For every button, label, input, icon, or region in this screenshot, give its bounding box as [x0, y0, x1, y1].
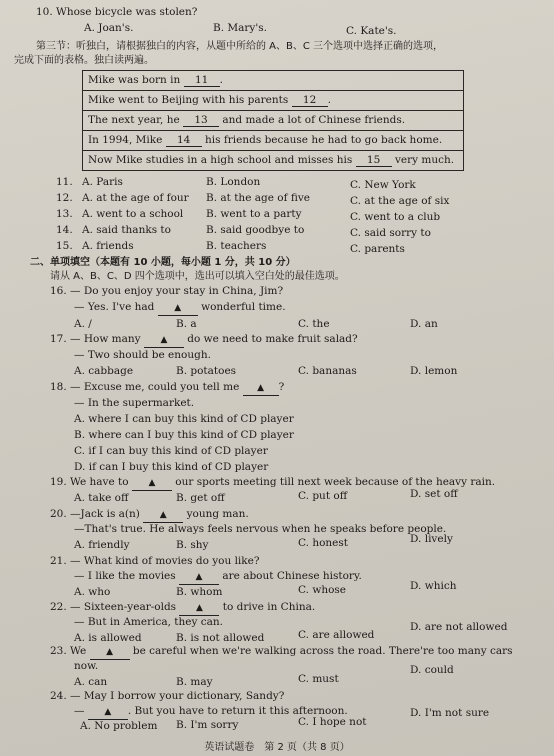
q20-option-a: A. friendly — [74, 539, 130, 551]
section3-heading: 第三节：听独白，请根据独白的内容，从题中所给的 A、B、C 三个选项中选择正确的选项， — [36, 41, 444, 52]
blank-12: 12 — [292, 94, 328, 107]
q23-option-c: C. must — [298, 673, 339, 685]
q24-option-a: A. No problem — [80, 720, 158, 732]
q19-end: our sports meeting till next week because of the heavy rain. — [175, 476, 496, 488]
q17-option-b: B. potatoes — [176, 365, 237, 377]
question-18 — [50, 381, 284, 396]
table-row-text: The next year, he — [88, 114, 180, 126]
question-11-number: 11. — [56, 176, 73, 188]
q14-option-a: A. said thanks to — [82, 224, 171, 236]
table-row-end: very much. — [394, 154, 455, 166]
q18-option-b: B. where can I buy this kind of CD player — [74, 429, 294, 441]
q11-option-c: C. New York — [350, 179, 416, 191]
q11-option-b: B. London — [206, 176, 261, 188]
q15-option-a: A. friends — [82, 240, 134, 252]
q12-option-a: A. at the age of four — [82, 192, 189, 204]
q18-end: ? — [278, 381, 285, 393]
q22-option-a: A. is allowed — [74, 632, 142, 644]
question-17 — [50, 333, 358, 348]
page-footer: 英语试题卷 第 2 页（共 8 页） — [204, 742, 350, 753]
q18-option-d: D. if can I buy this kind of CD player — [74, 461, 269, 473]
q10-option-c: C. Kate's. — [346, 25, 397, 37]
blank-marker: ▲ — [160, 335, 168, 345]
question-20 — [50, 508, 249, 523]
q23-continuation: now. — [74, 660, 99, 672]
question-22 — [50, 601, 315, 616]
blank-15: 15 — [356, 154, 392, 167]
question-15-number: 15. — [56, 240, 73, 252]
q20-option-b: B. shy — [176, 539, 209, 551]
table-row-text: Now Mike studies in a high school and misses his — [88, 154, 353, 166]
q24-response-end: . But you have to return it this afternoon. — [127, 705, 348, 717]
q14-option-c: C. said sorry to — [350, 227, 431, 239]
blank-13: 13 — [183, 114, 219, 127]
q18-option-c: C. if I can buy this kind of CD player — [74, 445, 268, 457]
q24-option-b: B. I'm sorry — [176, 719, 239, 731]
q15-option-c: C. parents — [350, 243, 405, 255]
q18-start: 18. — Excuse me, could you tell me — [50, 381, 240, 393]
q19-option-a: A. take off — [74, 492, 129, 504]
q22-option-b: B. is not allowed — [176, 632, 265, 644]
blank-marker: ▲ — [195, 572, 203, 582]
q17-response: — Two should be enough. — [74, 349, 211, 361]
q12-option-b: B. at the age of five — [206, 192, 310, 204]
q24-option-d: D. I'm not sure — [410, 707, 490, 719]
q15-option-b: B. teachers — [206, 240, 267, 252]
blank-marker: ▲ — [174, 303, 182, 313]
q24-response-start: — — [74, 705, 85, 717]
table-row-end: and made a lot of Chinese friends. — [222, 114, 406, 126]
table-row — [83, 131, 464, 151]
q17-option-a: A. cabbage — [74, 365, 134, 377]
q23-start: 23. We — [50, 645, 87, 657]
blank-marker: ▲ — [257, 383, 265, 393]
q16-option-c: C. the — [298, 318, 330, 330]
question-21: 21. — What kind of movies do you like? — [50, 555, 260, 567]
blank-marker: ▲ — [106, 647, 113, 657]
q18-option-a: A. where I can buy this kind of CD player — [74, 413, 294, 425]
blank-marker: ▲ — [148, 478, 156, 488]
question-24: 24. — May I borrow your dictionary, Sandy? — [50, 690, 285, 702]
question-10: 10. Whose bicycle was stolen? — [36, 6, 198, 18]
q21-option-d: D. which — [410, 580, 457, 592]
q21-response — [74, 570, 362, 585]
question-12-number: 12. — [56, 192, 73, 204]
q19-option-b: B. get off — [176, 492, 225, 504]
listening-table — [82, 70, 464, 171]
q20-option-c: C. honest — [298, 537, 349, 549]
q22-option-c: C. are allowed — [298, 629, 375, 641]
q16-response-end: wonderful time. — [201, 301, 286, 313]
table-row — [83, 111, 464, 131]
section3-heading-cont: 完成下面的表格。独白读两遍。 — [14, 55, 154, 66]
q12-option-c: C. at the age of six — [350, 195, 450, 207]
part2-heading: 二、单项填空（本题有 10 小题，每小题 1 分，共 10 分） — [30, 257, 296, 268]
q20-end: young man. — [186, 508, 249, 520]
table-row-end: his friends because he had to go back home. — [205, 134, 443, 146]
blank-marker: ▲ — [195, 603, 203, 613]
q21-option-b: B. whom — [176, 586, 223, 598]
q23-option-d: D. could — [410, 664, 454, 676]
blank-14: 14 — [166, 134, 202, 147]
q19-option-c: C. put off — [298, 490, 348, 502]
q10-option-a: A. Joan's. — [84, 22, 134, 34]
blank-marker: ▲ — [159, 510, 167, 520]
q16-response-start: — Yes. I've had — [74, 301, 155, 313]
question-23 — [50, 645, 513, 660]
q13-option-a: A. went to a school — [82, 208, 184, 220]
q11-option-a: A. Paris — [82, 176, 123, 188]
blank-11: 11 — [184, 74, 220, 87]
q21-response-end: are about Chinese history. — [222, 570, 362, 582]
q24-option-c: C. I hope not — [298, 716, 367, 728]
question-16: 16. — Do you enjoy your stay in China, Jim? — [50, 285, 284, 297]
table-row — [83, 91, 464, 111]
q19-option-d: D. set off — [410, 488, 458, 500]
q16-option-b: B. a — [176, 318, 197, 330]
q17-start: 17. — How many — [50, 333, 141, 345]
q22-start: 22. — Sixteen-year-olds — [50, 601, 177, 613]
table-row-end: . — [327, 94, 331, 106]
q18-response: — In the supermarket. — [74, 397, 195, 409]
q13-option-c: C. went to a club — [350, 211, 441, 223]
q23-end: be careful when we're walking across the road. There're too many cars — [132, 645, 513, 657]
q21-option-a: A. who — [74, 586, 111, 598]
q20-response: —That's true. He always feels nervous when he speaks before people. — [74, 523, 447, 535]
q17-end: do we need to make fruit salad? — [187, 333, 358, 345]
table-row — [83, 71, 464, 91]
q16-response — [74, 301, 286, 316]
q22-option-d: D. are not allowed — [410, 621, 508, 633]
q13-option-b: B. went to a party — [206, 208, 302, 220]
question-13-number: 13. — [56, 208, 73, 220]
table-row-text: In 1994, Mike — [88, 134, 163, 146]
q17-option-d: D. lemon — [410, 365, 458, 377]
q21-response-start: — I like the movies — [74, 570, 176, 582]
q22-end: to drive in China. — [222, 601, 316, 613]
q23-option-a: A. can — [74, 676, 108, 688]
q10-option-b: B. Mary's. — [213, 22, 267, 34]
q16-option-a: A. / — [74, 318, 92, 330]
part2-instructions: 请从 A、B、C、D 四个选项中，选出可以填入空白处的最佳选项。 — [50, 271, 345, 282]
q17-option-c: C. bananas — [298, 365, 357, 377]
table-row-text: Mike was born in — [88, 74, 181, 86]
table-row-text: Mike went to Beijing with his parents — [88, 94, 289, 106]
q19-start: 19. We have to — [50, 476, 129, 488]
q16-option-d: D. an — [410, 318, 438, 330]
q23-option-b: B. may — [176, 676, 213, 688]
q14-option-b: B. said goodbye to — [206, 224, 305, 236]
table-row-end: . — [219, 74, 223, 86]
q20-start: 20. —Jack is a(n) — [50, 508, 140, 520]
q21-option-c: C. whose — [298, 584, 347, 596]
blank-marker: ▲ — [104, 707, 112, 717]
q22-response: — But in America, they can. — [74, 616, 223, 628]
q20-option-d: D. lively — [410, 533, 453, 545]
question-14-number: 14. — [56, 224, 73, 236]
table-row — [83, 151, 464, 171]
